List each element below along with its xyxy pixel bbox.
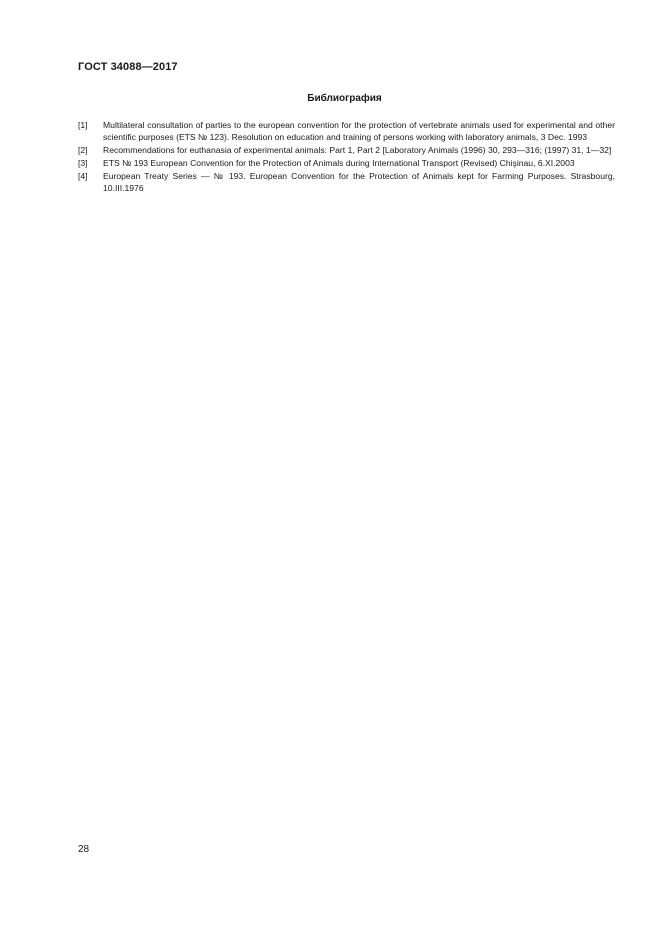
bibliography-entry (78, 158, 615, 170)
bibliography-title: Библиография (307, 93, 382, 104)
bibliography-entry-number: [3] (78, 157, 88, 168)
bibliography-entry-number: [2] (78, 144, 88, 155)
bibliography-entry-text: ETS № 193 European Convention for the Protection of Animals during International Transport (Revised) Chişinau, 6.XI.2003 (103, 157, 575, 168)
bibliography-entry-number: [1] (78, 120, 88, 130)
bibliography-entry (78, 171, 615, 194)
bibliography-entry-number: [4] (78, 171, 88, 182)
page-number: 28 (78, 844, 90, 855)
standard-code: ГОСТ 34088—2017 (78, 61, 178, 73)
bibliography-entry-text: Recommendations for euthanasia of experimental animals: Part 1, Part 2 [Laboratory Animals (1996) 30, 293—316; (1997) 31, 1—32] (103, 144, 612, 155)
bibliography-entry-text: Multilateral consultation of parties to the european convention for the protection of vertebrate animals used for experimental and other scientific purposes (ETS № 123). Resolution on education and training of persons working with laboratory animals, 3 Dec. 1993 (103, 120, 615, 142)
bibliography-entry-text: European Treaty Series — № 193. European Convention for the Protection of Animals kept for Farming Purposes. Strasbourg, 10.III.1976 (103, 171, 615, 193)
bibliography-title-container (0, 93, 661, 104)
bibliography-list (78, 120, 615, 196)
bibliography-entry (78, 120, 615, 143)
bibliography-entry (78, 145, 615, 157)
